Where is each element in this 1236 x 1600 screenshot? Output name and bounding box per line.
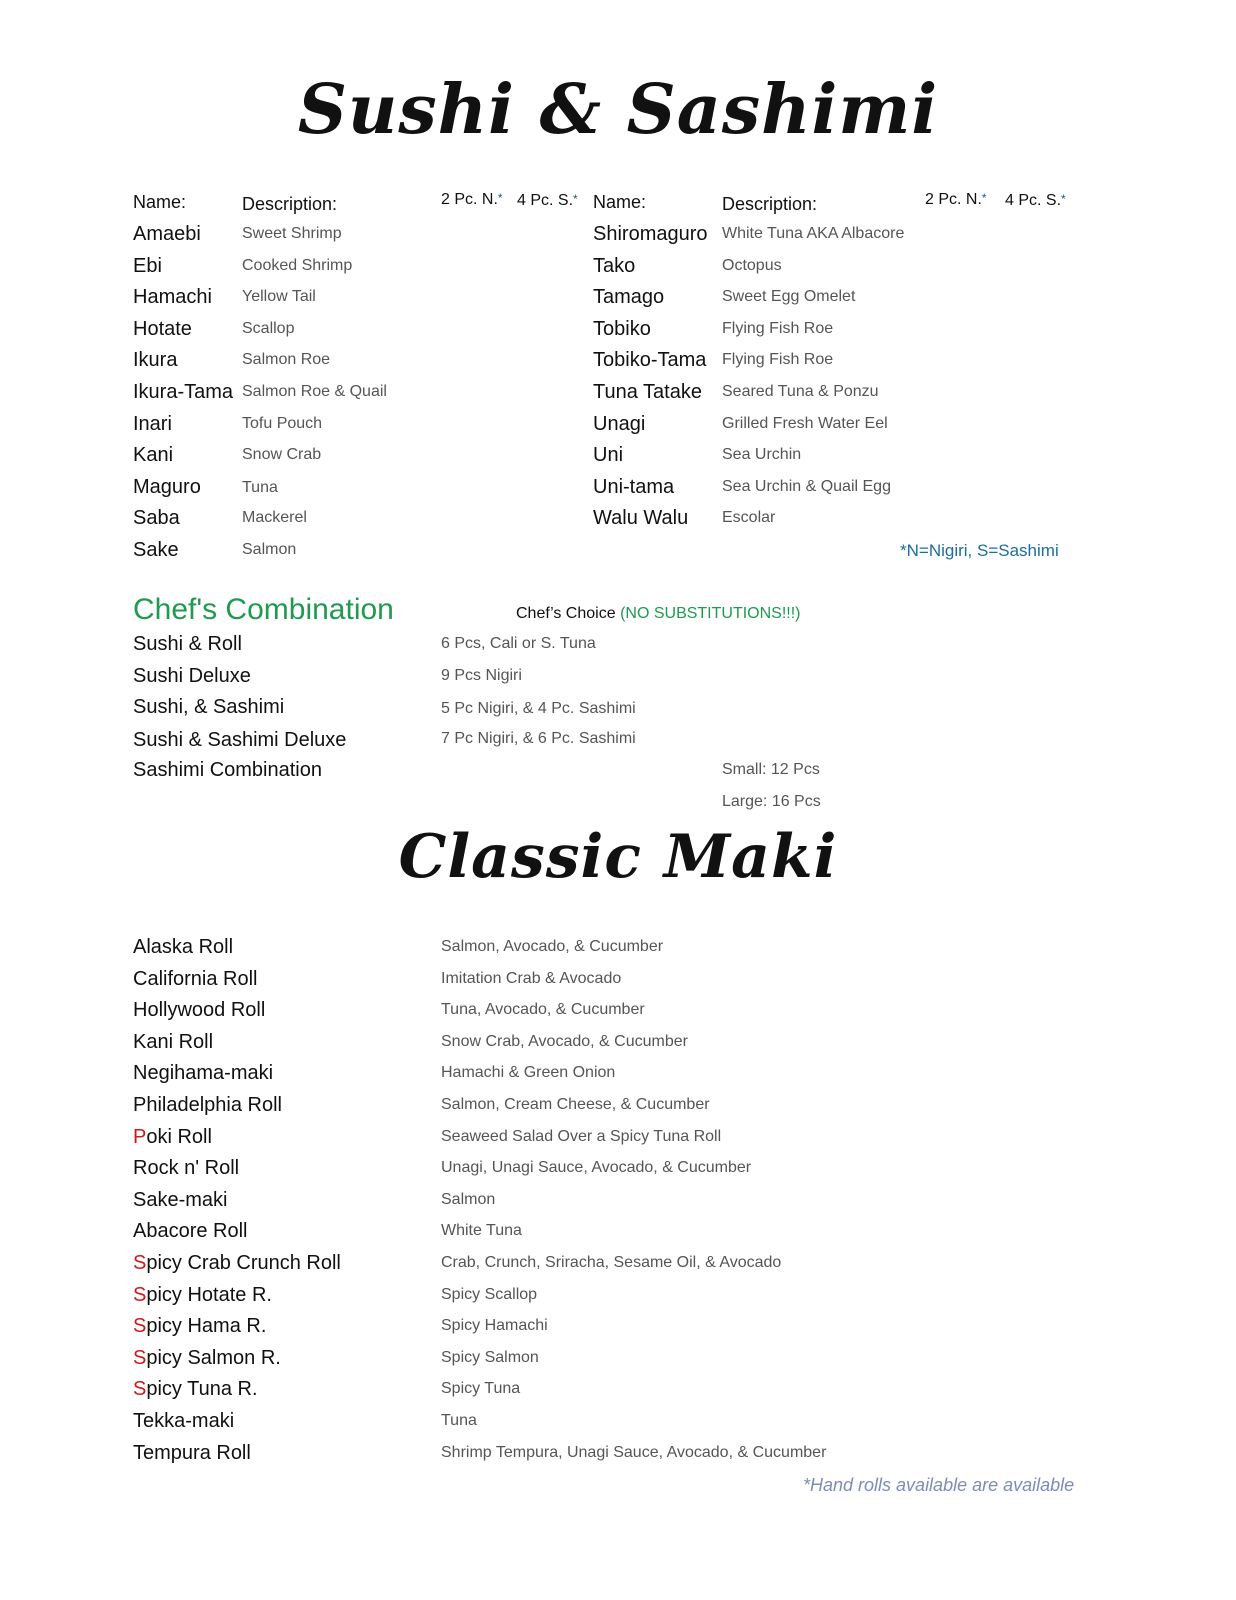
maki-item-desc: Imitation Crab & Avocado [441,970,622,987]
chef-item-name: Sashimi Combination [133,759,322,781]
left-item-name: Inari [133,413,172,435]
maki-item-name: California Roll [133,968,258,990]
maki-item-name: Kani Roll [133,1031,214,1053]
maki-item-desc: Shrimp Tempura, Unagi Sauce, Avocado, & Cucumber [441,1444,827,1461]
left-item-desc: Scallop [242,320,295,337]
maki-item-desc: Salmon [441,1191,496,1208]
left-item-desc: Salmon Roe & Quail [242,383,387,400]
left-item-name: Ikura [133,349,178,371]
right-item-name: Tobiko-Tama [593,349,707,371]
maki-item-desc: Crab, Crunch, Sriracha, Sesame Oil, & Avocado [441,1254,782,1271]
right-item-name: Shiromaguro [593,223,708,245]
maki-item-name: Spicy Tuna R. [133,1378,258,1400]
left-item-desc: Cooked Shrimp [242,257,353,274]
right-item-desc: Sea Urchin & Quail Egg [722,478,891,495]
left-item-name: Sake [133,539,179,561]
left-item-desc: Tuna [242,479,278,496]
maki-item-desc: Salmon, Cream Cheese, & Cucumber [441,1096,710,1113]
maki-item-name: Rock n' Roll [133,1157,240,1179]
left-item-name: Saba [133,507,180,529]
classic-maki-title: Classic Maki [398,822,838,892]
maki-item-desc: Spicy Hamachi [441,1317,548,1334]
right-item-name: Uni-tama [593,476,675,498]
chef-item-desc: 5 Pc Nigiri, & 4 Pc. Sashimi [441,700,636,717]
maki-item-desc: Hamachi & Green Onion [441,1064,616,1081]
maki-item-desc: Unagi, Unagi Sauce, Avocado, & Cucumber [441,1159,752,1176]
hand-rolls-note: *Hand rolls available are available [803,1475,1075,1495]
maki-item-name: Abacore Roll [133,1220,248,1242]
right-item-name: Tobiko [593,318,651,340]
chef-item-name: Sushi & Roll [133,633,242,655]
left-item-desc: Snow Crab [242,446,322,463]
left-item-desc: Yellow Tail [242,288,316,305]
left-item-name: Hamachi [133,286,212,308]
right-item-name: Uni [593,444,624,466]
left-item-name: Maguro [133,476,201,498]
maki-item-name: Poki Roll [133,1126,212,1148]
right-item-desc: Grilled Fresh Water Eel [722,415,888,432]
maki-item-name: Tempura Roll [133,1442,251,1464]
left-name-header: Name: [133,192,187,212]
maki-item-desc: Salmon, Avocado, & Cucumber [441,938,664,955]
left-item-desc: Mackerel [242,509,307,526]
maki-item-name: Spicy Hama R. [133,1315,267,1337]
right-item-name: Walu Walu [593,507,689,529]
sashimi-large: Large: 16 Pcs [722,793,821,810]
chef-item-desc: 7 Pc Nigiri, & 6 Pc. Sashimi [441,730,636,747]
maki-item-desc: Tuna [441,1412,477,1429]
chef-item-desc: 6 Pcs, Cali or S. Tuna [441,635,596,652]
maki-item-desc: Tuna, Avocado, & Cucumber [441,1001,645,1018]
right-item-desc: Flying Fish Roe [722,320,834,337]
left-2pc-header: 2 Pc. N.* [441,191,503,208]
left-item-name: Ebi [133,255,162,277]
left-item-desc: Salmon [242,541,297,558]
right-item-desc: Flying Fish Roe [722,351,834,368]
maki-item-name: Negihama-maki [133,1062,274,1084]
left-item-desc: Sweet Shrimp [242,225,342,242]
sashimi-small: Small: 12 Pcs [722,761,820,778]
chef-combination-title: Chef's Combination [133,593,394,626]
maki-item-name: Hollywood Roll [133,999,266,1021]
maki-item-name: Spicy Hotate R. [133,1284,272,1306]
right-2pc-header: 2 Pc. N.* [925,191,987,208]
right-item-desc: Octopus [722,257,782,274]
right-name-header: Name: [593,192,647,212]
maki-item-name: Philadelphia Roll [133,1094,282,1116]
chef-choice-note: Chef’s Choice (NO SUBSTITUTIONS!!!) [516,605,801,622]
left-4pc-header: 4 Pc. S.* [517,192,578,209]
maki-item-desc: Snow Crab, Avocado, & Cucumber [441,1033,688,1050]
maki-item-desc: Spicy Scallop [441,1286,538,1303]
left-item-name: Hotate [133,318,192,340]
left-item-name: Kani [133,444,174,466]
maki-item-name: Alaska Roll [133,936,234,958]
left-item-name: Ikura-Tama [133,381,234,403]
maki-item-name: Spicy Salmon R. [133,1347,281,1369]
right-item-desc: Sea Urchin [722,446,802,463]
maki-item-name: Sake-maki [133,1189,228,1211]
chef-item-desc: 9 Pcs Nigiri [441,667,522,684]
nigiri-sashimi-note: *N=Nigiri, S=Sashimi [900,541,1059,560]
maki-item-name: Spicy Crab Crunch Roll [133,1252,341,1274]
maki-item-desc: Seaweed Salad Over a Spicy Tuna Roll [441,1128,722,1145]
maki-item-desc: Spicy Salmon [441,1349,539,1366]
left-item-desc: Tofu Pouch [242,415,323,432]
chef-item-name: Sushi, & Sashimi [133,696,285,718]
chef-item-name: Sushi & Sashimi Deluxe [133,729,347,751]
right-item-desc: Seared Tuna & Ponzu [722,383,879,400]
right-item-desc: Escolar [722,509,776,526]
right-4pc-header: 4 Pc. S.* [1005,192,1066,209]
maki-item-desc: White Tuna [441,1222,522,1239]
right-item-name: Tamago [593,286,665,308]
right-item-desc: White Tuna AKA Albacore [722,225,905,242]
maki-item-name: Tekka-maki [133,1410,235,1432]
right-item-name: Unagi [593,413,646,435]
right-description-header: Description: [722,194,818,214]
left-description-header: Description: [242,194,338,214]
left-item-desc: Salmon Roe [242,351,331,368]
chef-item-name: Sushi Deluxe [133,665,251,687]
left-item-name: Amaebi [133,223,201,245]
right-item-desc: Sweet Egg Omelet [722,288,856,305]
maki-item-desc: Spicy Tuna [441,1380,521,1397]
right-item-name: Tuna Tatake [593,381,702,403]
right-item-name: Tako [593,255,636,277]
sushi-sashimi-title: Sushi & Sashimi [297,70,939,150]
